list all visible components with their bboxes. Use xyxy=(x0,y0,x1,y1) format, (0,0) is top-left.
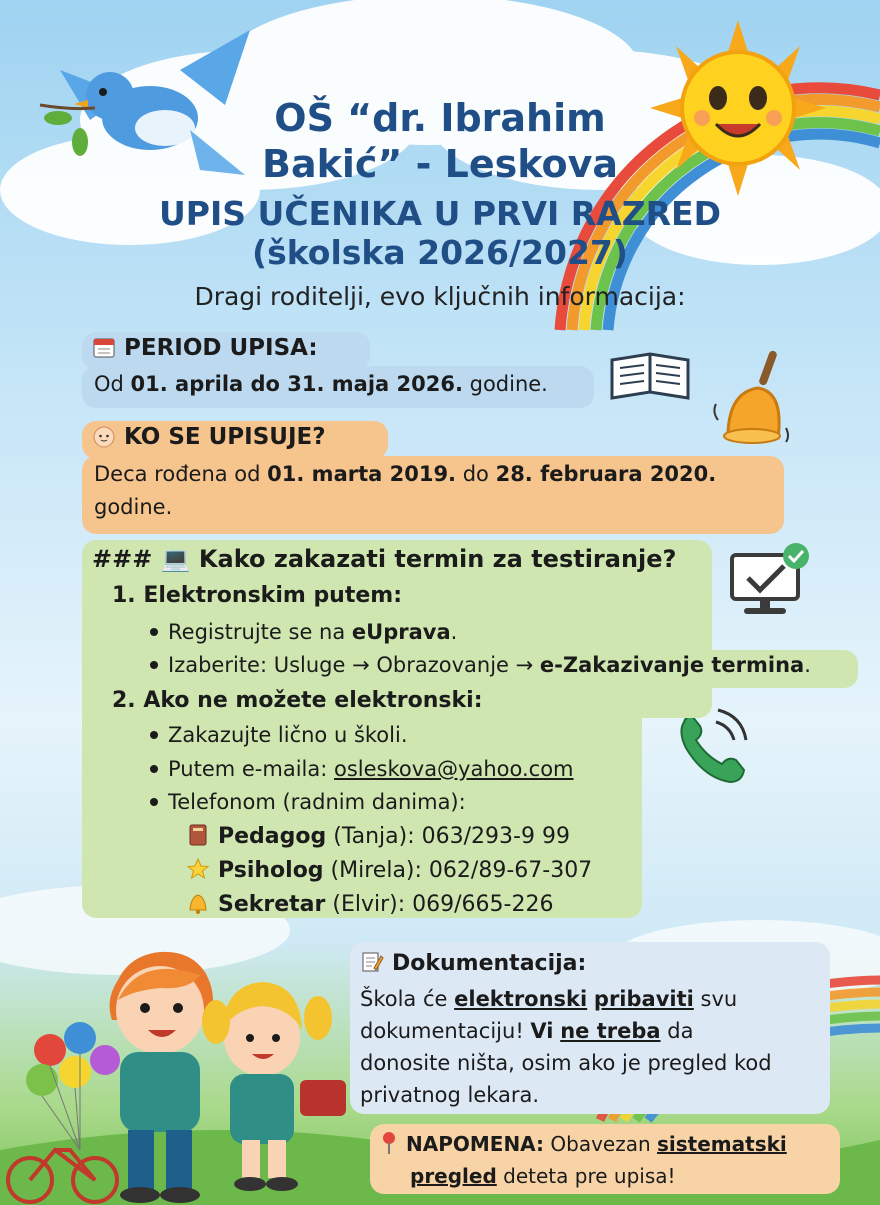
ezakazivanje-link[interactable]: e-Zakazivanje termina xyxy=(539,653,805,677)
contact-pedagog: Pedagog (Tanja): 063/293-9 99 xyxy=(186,820,592,854)
step-2-item-c: Telefonom (radnim danima): xyxy=(150,790,466,814)
who-from-date: 01. marta 2019. xyxy=(267,462,457,486)
book-emoji-icon xyxy=(186,823,210,847)
period-prefix: Od xyxy=(94,372,131,396)
contact-sekretar: Sekretar (Elvir): 069/665-226 xyxy=(186,888,592,922)
note-text: NAPOMENA: Obavezan sistematski pregled deteta pre upisa! xyxy=(380,1128,787,1192)
computer-check-icon xyxy=(732,543,809,614)
phone-sekretar[interactable]: 069/665-226 xyxy=(412,892,554,917)
book-icon xyxy=(612,354,688,398)
balloons-icon xyxy=(26,1022,120,1150)
step-1: 1. Elektronskim putem: xyxy=(112,583,403,608)
email-link[interactable]: osleskova@yahoo.com xyxy=(334,757,574,781)
greeting: Dragi roditelji, evo ključnih informacija: xyxy=(194,282,686,311)
note-label: NAPOMENA: xyxy=(406,1132,545,1156)
who-prefix: Deca rođena od xyxy=(94,462,268,486)
memo-icon xyxy=(360,950,384,974)
period-dates: 01. aprila do 31. maja 2026. xyxy=(130,372,463,396)
step-1-item-b: Izaberite: Usluge → Obrazovanje → e-Zakazivanje termina. xyxy=(150,653,811,677)
bell-icon xyxy=(714,350,788,443)
contact-psiholog: Psiholog (Mirela): 062/89-67-307 xyxy=(186,854,592,888)
step-2: 2. Ako ne možete elektronski: xyxy=(112,688,483,713)
who-to-date: 28. februara 2020. xyxy=(495,462,717,486)
step-2-item-a: Zakazujte lično u školi. xyxy=(150,723,408,747)
headline: UPIS UČENIKA U PRVI RAZRED xyxy=(159,194,721,233)
who-box xyxy=(82,456,784,534)
calendar-icon xyxy=(92,335,116,359)
baby-icon xyxy=(92,424,116,448)
period-box xyxy=(82,366,594,408)
period-title-box xyxy=(82,332,370,370)
booking-title: ### 💻 Kako zakazati termin za testiranje? xyxy=(92,545,677,573)
period-title: PERIOD UPISA: xyxy=(124,335,318,361)
who-mid: do xyxy=(456,462,496,486)
documentation-title-row xyxy=(360,950,586,976)
phone-icon xyxy=(681,710,746,782)
documentation-title: Dokumentacija: xyxy=(392,951,587,976)
euprava-link[interactable]: eUprava xyxy=(351,620,451,644)
star-icon xyxy=(186,857,210,881)
documentation-text: Škola će elektronski pribaviti svu dokumentaciju! Vi ne treba da donosite ništa, osim ako je pregled kod privatnog lekara. xyxy=(360,987,772,1107)
period-suffix: godine. xyxy=(462,372,548,396)
school-name-line1: OŠ “dr. Ibrahim xyxy=(274,96,606,140)
step-2-item-b: Putem e-maila: osleskova@yahoo.com xyxy=(150,757,574,781)
step-1-item-a: Registrujte se na eUprava. xyxy=(150,620,457,644)
phone-psiholog[interactable]: 062/89-67-307 xyxy=(428,858,593,883)
school-year: (školska 2026/2027) xyxy=(252,233,628,272)
bell-emoji-icon xyxy=(186,891,210,915)
school-name-line2: Bakić” - Leskova xyxy=(261,142,618,186)
pin-icon xyxy=(380,1131,398,1155)
who-title: KO SE UPISUJE? xyxy=(124,424,326,450)
who-title-box xyxy=(82,421,388,459)
contact-list xyxy=(186,820,592,922)
phone-pedagog[interactable]: 063/293-9 99 xyxy=(421,824,570,849)
who-suffix: godine. xyxy=(94,495,173,519)
